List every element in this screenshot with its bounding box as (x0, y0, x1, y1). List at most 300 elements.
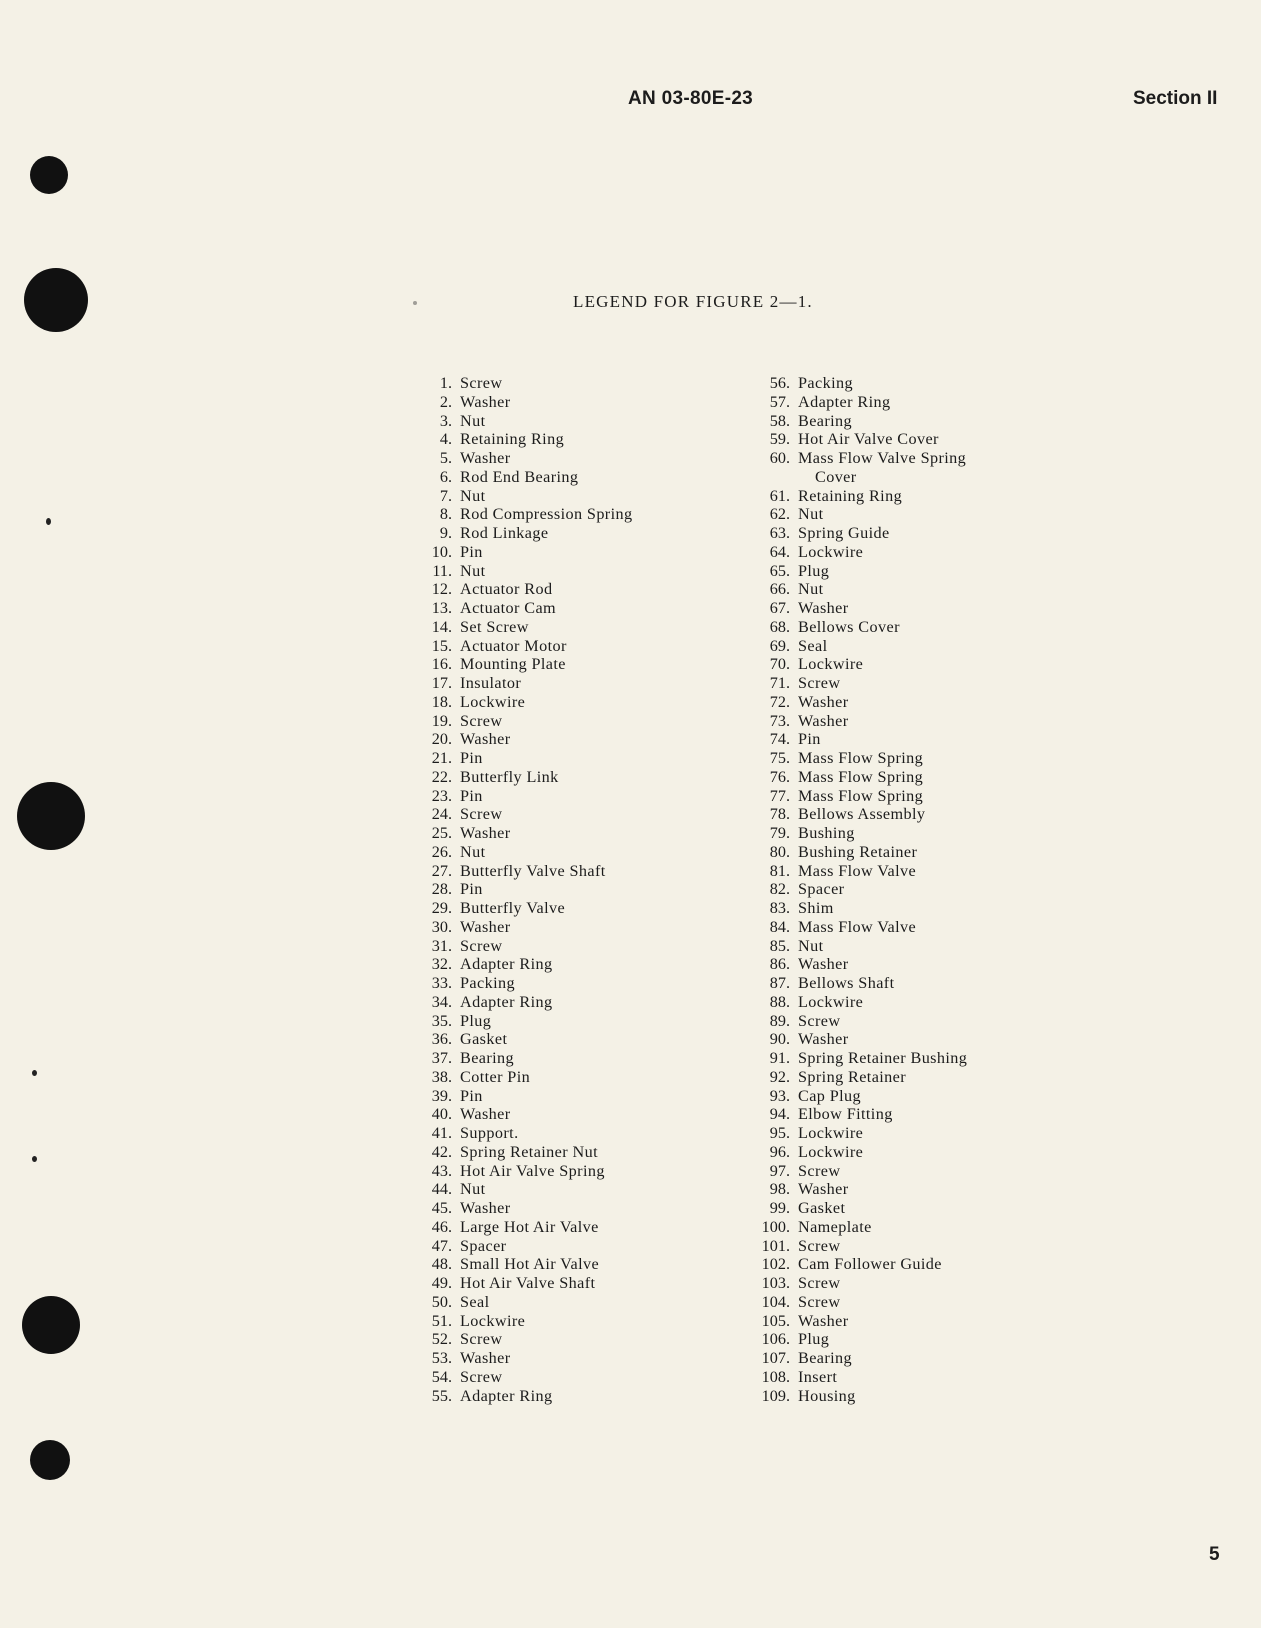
legend-item-number: 25. (431, 824, 452, 842)
legend-item (420, 674, 633, 693)
legend-item-label: Nut (460, 561, 486, 580)
legend-item-label: Cap Plug (798, 1086, 862, 1105)
legend-item (420, 1068, 633, 1087)
legend-item-number: 4. (439, 430, 452, 449)
legend-item-label: Set Screw (460, 617, 529, 636)
legend-item-number: 6. (439, 467, 452, 486)
legend-item-number: 81. (769, 861, 790, 880)
legend-item (752, 768, 967, 787)
legend-item-label: Retaining Ring (798, 486, 903, 505)
legend-item-number: 51. (431, 1311, 452, 1330)
legend-item-label: Washer (460, 917, 511, 936)
legend-item-label: Insert (798, 1367, 838, 1386)
legend-item-number: 48. (431, 1255, 452, 1274)
legend-item-label: Bearing (798, 1349, 853, 1367)
legend-item (752, 1068, 967, 1087)
legend-item-label: Spring Guide (798, 524, 890, 542)
legend-item-number: 53. (431, 1349, 452, 1367)
legend-item (752, 862, 967, 881)
legend-item (420, 937, 633, 956)
legend-title: LEGEND FOR FIGURE 2—1. (573, 292, 813, 311)
legend-item-label: Screw (798, 1292, 841, 1311)
legend-item-label: Bellows Shaft (798, 974, 895, 992)
legend-item-number: 52. (431, 1330, 452, 1349)
legend-item-label: Nameplate (798, 1217, 872, 1236)
legend-item-label: Screw (460, 1330, 503, 1349)
legend-item-label: Rod End Bearing (460, 467, 579, 486)
legend-item-number: 40. (431, 1105, 452, 1124)
legend-item-label: Plug (460, 1011, 492, 1030)
legend-item (420, 787, 633, 806)
speck (32, 1156, 37, 1162)
legend-item (752, 1049, 967, 1068)
legend-item-label: Adapter Ring (798, 392, 891, 411)
legend-item-label: Actuator Rod (460, 580, 553, 599)
legend-item (420, 918, 633, 937)
legend-item (752, 1162, 967, 1181)
legend-item-number: 42. (431, 1142, 452, 1161)
legend-item-number: 73. (769, 711, 790, 730)
legend-item (752, 1030, 967, 1049)
legend-item-label: Nut (798, 580, 824, 599)
legend-item-number: 3. (439, 411, 452, 430)
legend-item (752, 1199, 967, 1218)
legend-item (420, 505, 633, 524)
legend-item-label: Lockwire (460, 1311, 526, 1330)
legend-item-number: 47. (431, 1236, 452, 1255)
legend-item-label: Washer (798, 955, 849, 974)
legend-item-label: Plug (798, 561, 830, 580)
legend-item (420, 1274, 633, 1293)
legend-item-number: 37. (431, 1049, 452, 1067)
legend-item-label: Screw (460, 1367, 503, 1386)
legend-item-label: Nut (460, 411, 486, 430)
legend-item-number: 60. (769, 449, 790, 467)
legend-item-number: 27. (431, 861, 452, 880)
legend-item (420, 1012, 633, 1031)
legend-item-label: Spring Retainer Bushing (798, 1049, 968, 1067)
legend-item-label: Washer (798, 1311, 849, 1330)
legend-item-number: 94. (769, 1105, 790, 1124)
legend-item-label: Elbow Fitting (798, 1105, 893, 1124)
legend-item (752, 430, 967, 449)
legend-left-column (420, 374, 633, 1405)
legend-item-label: Bushing (798, 824, 855, 842)
speck (32, 1070, 37, 1076)
legend-item (420, 655, 633, 674)
legend-item-label: Washer (798, 692, 849, 711)
legend-item-label: Packing (460, 974, 515, 992)
legend-item (752, 749, 967, 768)
legend-item-label: Mass Flow Spring (798, 786, 924, 805)
page-number: 5 (1209, 1544, 1220, 1565)
legend-item (420, 993, 633, 1012)
legend-item-number: 46. (431, 1217, 452, 1236)
legend-right-column (752, 374, 967, 1405)
legend-item-label: Rod Linkage (460, 524, 549, 542)
legend-item (752, 730, 967, 749)
legend-item-number: 84. (769, 917, 790, 936)
section-label: Section II (1133, 88, 1218, 109)
legend-item (752, 655, 967, 674)
legend-item (752, 1312, 967, 1331)
legend-item-label: Mass Flow Spring (798, 749, 924, 767)
legend-item (752, 824, 967, 843)
legend-item-number: 78. (769, 805, 790, 824)
legend-item-label: Washer (460, 1349, 511, 1367)
legend-item-number: 23. (431, 786, 452, 805)
legend-item-number: 5. (439, 449, 452, 467)
legend-item-number: 30. (431, 917, 452, 936)
legend-item-number: 68. (769, 617, 790, 636)
legend-item-number: 105. (761, 1311, 790, 1330)
legend-item (752, 787, 967, 806)
legend-item (420, 730, 633, 749)
legend-item (420, 862, 633, 881)
legend-item (420, 1180, 633, 1199)
legend-item-number: 43. (431, 1161, 452, 1180)
legend-item-number: 82. (769, 880, 790, 899)
legend-item-number: 41. (431, 1124, 452, 1142)
legend-item-label: Washer (798, 599, 849, 617)
legend-item-number: 66. (769, 580, 790, 599)
legend-item-number: 107. (761, 1349, 790, 1367)
legend-item-number: 64. (769, 542, 790, 561)
legend-item-label: Lockwire (798, 992, 864, 1011)
legend-item-number: 38. (431, 1067, 452, 1086)
legend-item-number: 86. (769, 955, 790, 974)
legend-item (420, 955, 633, 974)
legend-item-number: 103. (761, 1274, 790, 1292)
legend-item-label: Washer (798, 1030, 849, 1049)
legend-item-number: 58. (769, 411, 790, 430)
legend-item (752, 918, 967, 937)
legend-item-number: 71. (769, 674, 790, 692)
legend-item-number: 13. (431, 599, 452, 617)
legend-item-number: 34. (431, 992, 452, 1011)
legend-item-label: Hot Air Valve Shaft (460, 1274, 596, 1292)
legend-item-label: Pin (460, 749, 483, 767)
binder-hole (22, 1296, 80, 1354)
legend-item-label: Packing (798, 374, 853, 392)
legend-item-number: 49. (431, 1274, 452, 1292)
legend-item (752, 1330, 967, 1349)
legend-item-label: Washer (460, 1199, 511, 1217)
legend-item-number: 45. (431, 1199, 452, 1217)
legend-item-number: 22. (431, 767, 452, 786)
speck (46, 518, 51, 525)
legend-item-label: Gasket (460, 1030, 508, 1049)
legend-item (752, 1349, 967, 1368)
legend-item-number: 24. (431, 805, 452, 824)
legend-item-label: Pin (460, 542, 483, 561)
legend-item-number: 77. (769, 786, 790, 805)
legend-item (752, 1143, 967, 1162)
legend-item-label: Spring Retainer Nut (460, 1142, 598, 1161)
legend-item (420, 618, 633, 637)
legend-item (420, 1368, 633, 1387)
legend-item-label: Screw (460, 374, 503, 392)
legend-item-label: Mass Flow Valve (798, 917, 917, 936)
legend-item-number: 101. (761, 1236, 790, 1255)
legend-item-label: Cotter Pin (460, 1067, 531, 1086)
legend-item (420, 1143, 633, 1162)
legend-item (420, 487, 633, 506)
legend-item-label: Mounting Plate (460, 655, 566, 674)
legend-item (752, 449, 967, 468)
legend-item-label: Actuator Cam (460, 599, 557, 617)
legend-item-number: 31. (431, 936, 452, 955)
legend-item-number: 32. (431, 955, 452, 974)
legend-item (752, 712, 967, 731)
legend-item (752, 843, 967, 862)
legend-item-label: Adapter Ring (460, 992, 553, 1011)
legend-item (420, 899, 633, 918)
legend-item-label: Seal (798, 636, 828, 655)
legend-item (752, 487, 967, 506)
legend-item-number: 90. (769, 1030, 790, 1049)
legend-item (420, 1199, 633, 1218)
legend-item (752, 1274, 967, 1293)
legend-item (420, 637, 633, 656)
legend-item (420, 1330, 633, 1349)
legend-item-label: Screw (798, 1274, 841, 1292)
legend-item-label: Screw (460, 936, 503, 955)
legend-item-number: 96. (769, 1142, 790, 1161)
legend-item (752, 1087, 967, 1106)
legend-item-number: 29. (431, 899, 452, 917)
legend-item-label: Lockwire (798, 542, 864, 561)
legend-item (420, 393, 633, 412)
legend-item (752, 505, 967, 524)
legend-item (752, 412, 967, 431)
legend-item (752, 1387, 967, 1406)
legend-item-number: 61. (769, 486, 790, 505)
legend-item-number: 75. (769, 749, 790, 767)
legend-item-label: Rod Compression Spring (460, 505, 633, 524)
legend-item-number: 9. (439, 524, 452, 542)
legend-item (752, 599, 967, 618)
legend-item (420, 374, 633, 393)
legend-item-label: Lockwire (460, 692, 526, 711)
legend-item-label: Lockwire (798, 1124, 864, 1142)
legend-item-label: Washer (460, 392, 511, 411)
binder-hole (24, 268, 88, 332)
legend-item-number: 56. (769, 374, 790, 392)
legend-item (420, 1237, 633, 1256)
legend-item-number: 12. (431, 580, 452, 599)
legend-item-label: Nut (460, 1180, 486, 1199)
legend-item (420, 599, 633, 618)
legend-item (420, 749, 633, 768)
legend-item-number: 109. (761, 1386, 790, 1405)
legend-item (420, 1124, 633, 1143)
legend-item-number: 76. (769, 767, 790, 786)
legend-item-number: 95. (769, 1124, 790, 1142)
legend-item-label: Pin (460, 1086, 483, 1105)
legend-item (420, 693, 633, 712)
legend-item-number: 10. (431, 542, 452, 561)
legend-item (752, 1105, 967, 1124)
legend-item-label: Washer (798, 711, 849, 730)
binder-hole (17, 782, 85, 850)
legend-item-label: Pin (798, 730, 821, 749)
legend-item (420, 768, 633, 787)
legend-item (420, 543, 633, 562)
legend-item-label-continuation: Cover (815, 467, 857, 486)
legend-item (420, 843, 633, 862)
binder-hole (30, 1440, 70, 1480)
legend-item (752, 1124, 967, 1143)
legend-item (420, 824, 633, 843)
legend-item-label: Washer (460, 449, 511, 467)
legend-item (420, 1218, 633, 1237)
legend-item (420, 562, 633, 581)
legend-item (752, 693, 967, 712)
legend-item-number: 21. (431, 749, 452, 767)
legend-item-label: Large Hot Air Valve (460, 1217, 599, 1236)
legend-item-number: 62. (769, 505, 790, 524)
legend-item (420, 880, 633, 899)
legend-item-label: Lockwire (798, 1142, 864, 1161)
legend-item (752, 637, 967, 656)
legend-item-number: 99. (769, 1199, 790, 1217)
legend-item (752, 1255, 967, 1274)
legend-item (420, 412, 633, 431)
legend-item (752, 1012, 967, 1031)
legend-item (420, 1105, 633, 1124)
legend-item-number: 11. (432, 561, 452, 580)
legend-item-label: Screw (460, 711, 503, 730)
legend-item (752, 974, 967, 993)
legend-item-label: Mass Flow Valve (798, 861, 917, 880)
legend-item-number: 87. (769, 974, 790, 992)
legend-item-label: Plug (798, 1330, 830, 1349)
legend-item-label: Hot Air Valve Spring (460, 1161, 605, 1180)
legend-item (752, 562, 967, 581)
legend-item (420, 580, 633, 599)
legend-item-label: Adapter Ring (460, 1386, 553, 1405)
legend-item-number: 55. (431, 1386, 452, 1405)
legend-item-label: Nut (798, 936, 824, 955)
legend-item-label: Actuator Motor (460, 636, 567, 655)
legend-item (752, 543, 967, 562)
legend-item (420, 1162, 633, 1181)
legend-item-number: 88. (769, 992, 790, 1011)
legend-item-number: 91. (769, 1049, 790, 1067)
legend-item (752, 880, 967, 899)
legend-item (752, 374, 967, 393)
legend-item-label: Insulator (460, 674, 522, 692)
legend-item-number: 1. (439, 374, 452, 392)
legend-item-label: Cam Follower Guide (798, 1255, 942, 1274)
legend-item-label: Bearing (460, 1049, 515, 1067)
legend-item (420, 1049, 633, 1068)
legend-item-number: 104. (761, 1292, 790, 1311)
legend-item-number: 36. (431, 1030, 452, 1049)
legend-item-label: Bellows Assembly (798, 805, 926, 824)
legend-item (420, 1030, 633, 1049)
legend-item (752, 1293, 967, 1312)
legend-item (752, 805, 967, 824)
legend-item-label: Gasket (798, 1199, 846, 1217)
legend-item-label: Screw (798, 674, 841, 692)
legend-item (420, 1349, 633, 1368)
speck (413, 301, 417, 305)
legend-item-label: Washer (460, 824, 511, 842)
legend-item-label: Housing (798, 1386, 856, 1405)
legend-item (752, 993, 967, 1012)
legend-item-number: 59. (769, 430, 790, 449)
legend-item-number: 92. (769, 1067, 790, 1086)
legend-item-label: Pin (460, 786, 483, 805)
legend-item (752, 618, 967, 637)
legend-item-label: Spacer (798, 880, 845, 899)
legend-item-number: 85. (769, 936, 790, 955)
legend-item-label: Shim (798, 899, 834, 917)
legend-item-label: Spring Retainer (798, 1067, 907, 1086)
legend-item (420, 1255, 633, 1274)
legend-item-number: 63. (769, 524, 790, 542)
legend-item (752, 899, 967, 918)
legend-item (752, 1237, 967, 1256)
document-number: AN 03-80E-23 (628, 88, 754, 109)
legend-item (752, 393, 967, 412)
legend-item (752, 1180, 967, 1199)
legend-item-label: Screw (460, 805, 503, 824)
legend-item-number: 65. (769, 561, 790, 580)
legend-item-label: Bushing Retainer (798, 842, 918, 861)
binder-hole (30, 156, 68, 194)
legend-item (752, 1218, 967, 1237)
legend-item-label: Bellows Cover (798, 617, 900, 636)
legend-item-label: Hot Air Valve Cover (798, 430, 939, 449)
legend-item-number: 80. (769, 842, 790, 861)
legend-item-label: Nut (460, 486, 486, 505)
legend-item-number: 74. (769, 730, 790, 749)
legend-item-number: 8. (439, 505, 452, 524)
legend-item-number: 98. (769, 1180, 790, 1199)
legend-item (420, 1312, 633, 1331)
legend-item-number: 7. (439, 486, 452, 505)
legend-item-label: Screw (798, 1161, 841, 1180)
legend-item-label: Nut (798, 505, 824, 524)
legend-item-label: Pin (460, 880, 483, 899)
legend-item (420, 1387, 633, 1406)
legend-item (420, 805, 633, 824)
legend-item-number: 89. (769, 1011, 790, 1030)
legend-item (752, 524, 967, 543)
legend-item-number: 54. (431, 1367, 452, 1386)
legend-item-number: 19. (431, 711, 452, 730)
legend-item-number: 14. (431, 617, 452, 636)
legend-item-number: 70. (769, 655, 790, 674)
legend-item-label: Bearing (798, 411, 853, 430)
legend-item (752, 1368, 967, 1387)
legend-item-number: 44. (431, 1180, 452, 1199)
legend-item (420, 524, 633, 543)
legend-item (752, 955, 967, 974)
legend-item-number: 106. (761, 1330, 790, 1349)
legend-item-label: Butterfly Link (460, 767, 559, 786)
legend-item-number: 100. (761, 1217, 790, 1236)
legend-item-number: 18. (431, 692, 452, 711)
legend-item-number: 102. (761, 1255, 790, 1274)
legend-item-label: Mass Flow Spring (798, 767, 924, 786)
legend-item-number: 2. (439, 392, 452, 411)
legend-item-label: Screw (798, 1011, 841, 1030)
legend-item-label: Small Hot Air Valve (460, 1255, 600, 1274)
